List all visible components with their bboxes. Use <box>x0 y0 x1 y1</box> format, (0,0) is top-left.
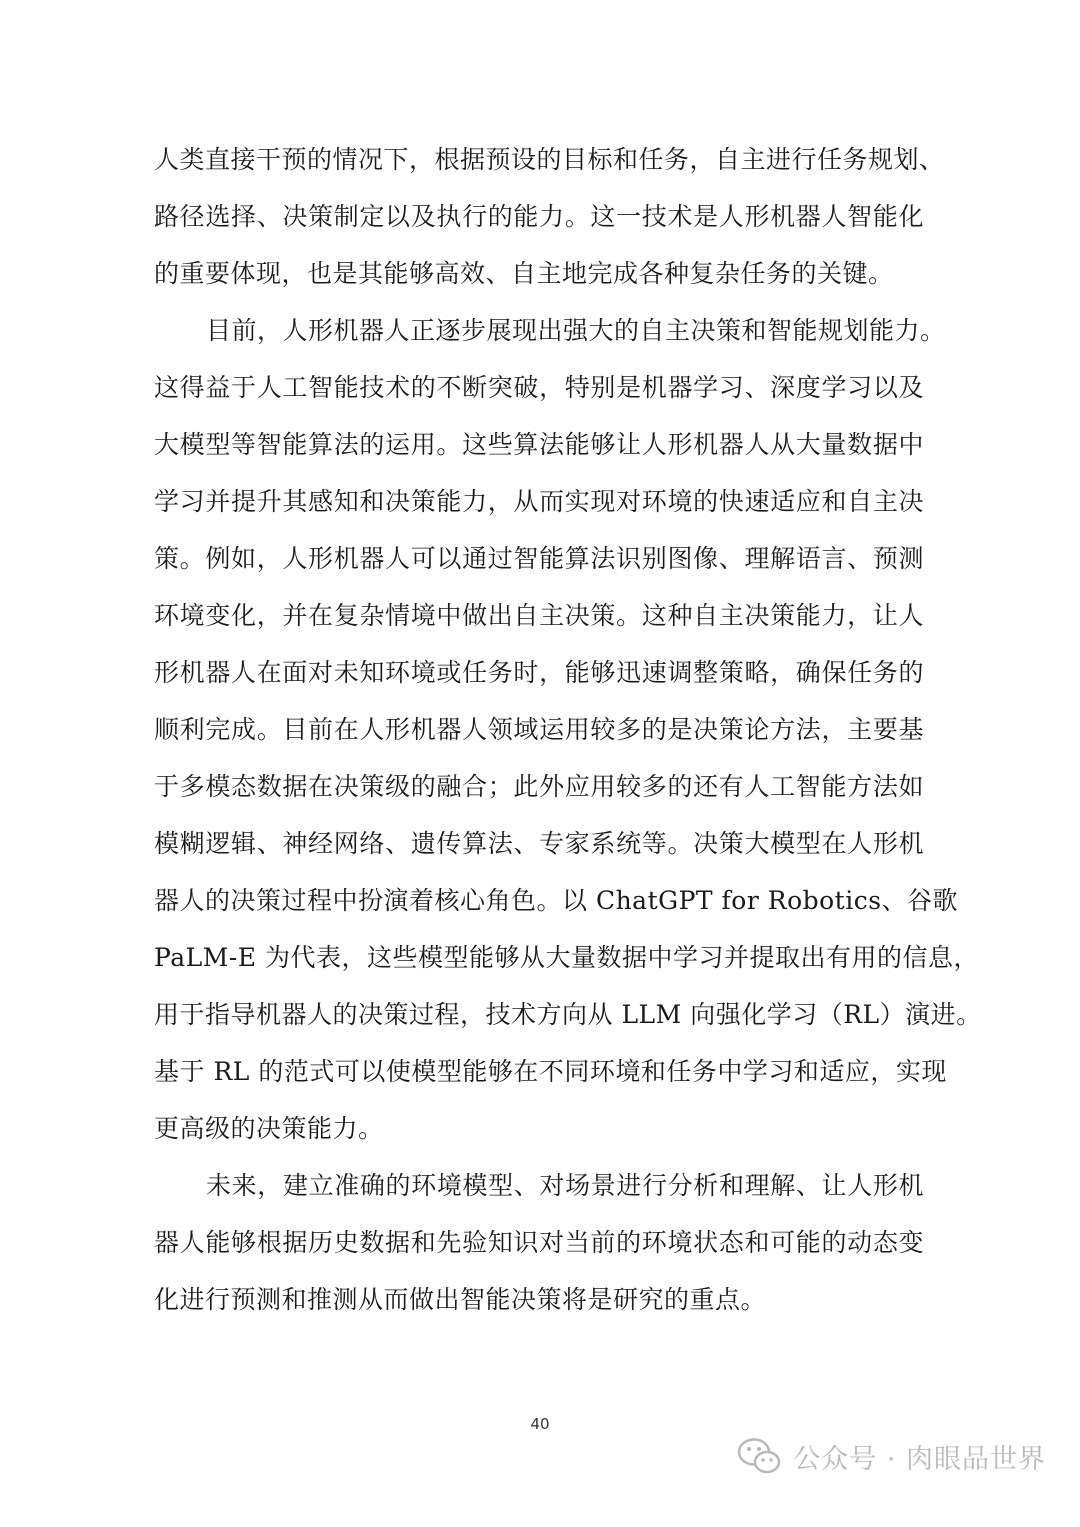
text-line: 的重要体现，也是其能够高效、自主地完成各种复杂任务的关键。 <box>154 259 894 288</box>
text-line: 环境变化，并在复杂情境中做出自主决策。这种自主决策能力，让人 <box>154 601 924 630</box>
text-line: 模糊逻辑、神经网络、遗传算法、专家系统等。决策大模型在人形机 <box>154 829 924 858</box>
text-line: 顺利完成。目前在人形机器人领域运用较多的是决策论方法，主要基 <box>154 715 924 744</box>
text-line: 大模型等智能算法的运用。这些算法能够让人形机器人从大量数据中 <box>154 430 924 459</box>
text-line: 形机器人在面对未知环境或任务时，能够迅速调整策略，确保任务的 <box>154 658 924 687</box>
text-line: 器人的决策过程中扮演着核心角色。以 ChatGPT for Robotics、谷歌 <box>154 886 959 915</box>
text-line: 策。例如，人形机器人可以通过智能算法识别图像、理解语言、预测 <box>154 544 924 573</box>
paragraph-3 <box>154 1157 924 1328</box>
text-line: 用于指导机器人的决策过程，技术方向从 LLM 向强化学习（RL）演进。 <box>154 1000 982 1029</box>
text-line: 人类直接干预的情况下，根据预设的目标和任务，自主进行任务规划、 <box>154 145 945 174</box>
text-line: 于多模态数据在决策级的融合；此外应用较多的还有人工智能方法如 <box>154 772 924 801</box>
text-line: 目前，人形机器人正逐步展现出强大的自主决策和智能规划能力。 <box>206 316 946 345</box>
document-body <box>154 131 982 1328</box>
text-line: PaLM-E 为代表，这些模型能够从大量数据中学习并提取出有用的信息， <box>154 943 979 972</box>
text-line: 化进行预测和推测从而做出智能决策将是研究的重点。 <box>154 1285 767 1314</box>
watermark-text: 公众号 · 肉眼品世界 <box>793 1443 1046 1475</box>
paragraph-2 <box>154 302 982 1157</box>
watermark <box>737 1430 1046 1482</box>
text-line: 基于 RL 的范式可以使模型能够在不同环境和任务中学习和适应，实现 <box>154 1057 947 1086</box>
text-line: 更高级的决策能力。 <box>154 1114 384 1143</box>
text-line: 学习并提升其感知和决策能力，从而实现对环境的快速适应和自主决 <box>154 487 924 516</box>
text-line: 这得益于人工智能技术的不断突破，特别是机器学习、深度学习以及 <box>154 373 924 402</box>
page-number: 40 <box>530 1415 550 1433</box>
text-line: 路径选择、决策制定以及执行的能力。这一技术是人形机器人智能化 <box>154 202 924 231</box>
wechat-icon <box>737 1436 781 1476</box>
text-line: 器人能够根据历史数据和先验知识对当前的环境状态和可能的动态变 <box>154 1228 924 1257</box>
text-line: 未来，建立准确的环境模型、对场景进行分析和理解、让人形机 <box>206 1171 924 1200</box>
paragraph-1 <box>154 131 945 302</box>
